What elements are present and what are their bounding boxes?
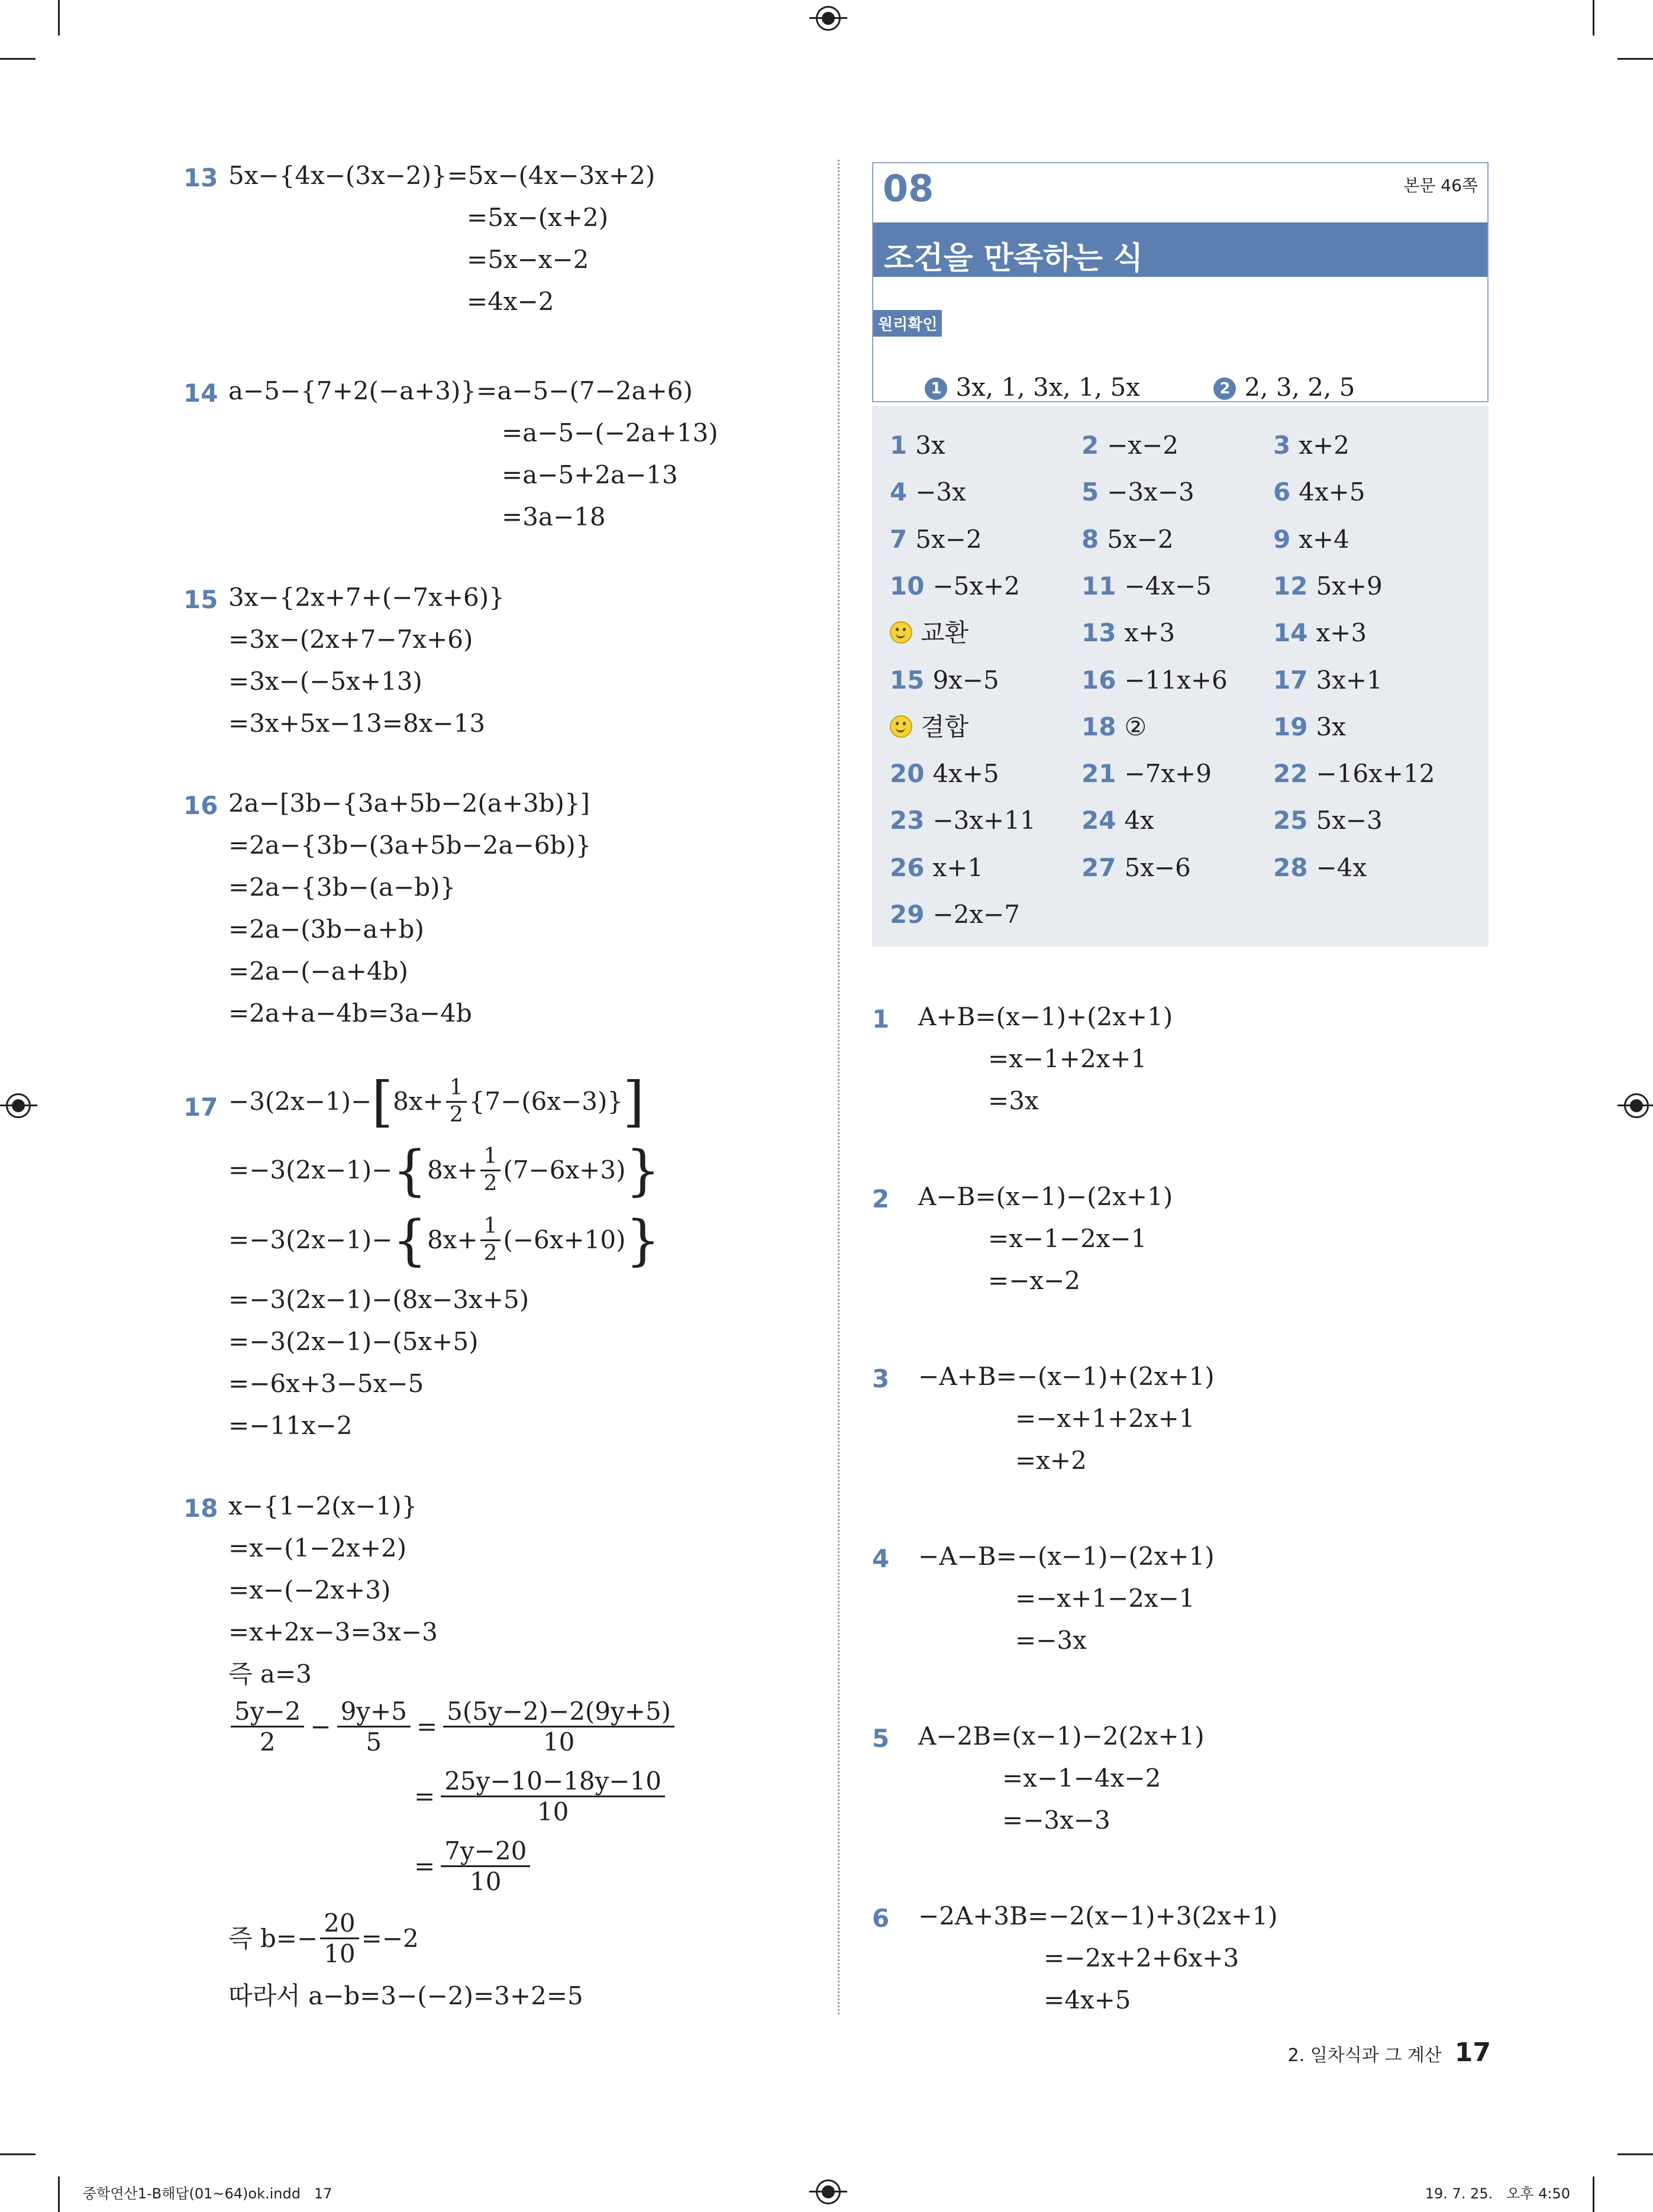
equation-line: =−x+1+2x+1 xyxy=(1015,1404,1195,1433)
equation-line: =3x+5x−13=8x−13 xyxy=(228,709,486,738)
fraction: $\frac{9y+5}{5}$ xyxy=(337,1698,411,1756)
registration-mark-icon xyxy=(816,2179,841,2204)
equation-line: A+B=(x−1)+(2x+1) xyxy=(918,1002,1173,1031)
section-box xyxy=(872,162,1489,402)
answer-item xyxy=(1081,618,1176,648)
answer-number: 4 xyxy=(890,477,908,507)
smiley-icon xyxy=(890,715,912,738)
answer-number: 20 xyxy=(890,759,925,789)
crop-mark xyxy=(1618,58,1653,60)
answer-value: 교환 xyxy=(921,618,969,648)
equation-part: 8x+ xyxy=(427,1225,478,1255)
equation-line: A−B=(x−1)−(2x+1) xyxy=(918,1182,1173,1211)
answer-item xyxy=(1081,759,1212,789)
answer-item xyxy=(890,712,969,741)
crop-mark xyxy=(58,2177,60,2212)
page-reference: 본문 46쪽 xyxy=(1403,176,1478,195)
answer-item xyxy=(1081,571,1212,600)
answer-number: 22 xyxy=(1273,759,1308,789)
section-number: 08 xyxy=(883,167,934,210)
answer-value: 5x−2 xyxy=(1107,524,1174,554)
answer-value: 4x+5 xyxy=(932,759,999,789)
equation-part: =−3(2x−1)− xyxy=(228,1155,393,1185)
answer-value: −16x+12 xyxy=(1316,759,1435,789)
brace-open: { xyxy=(392,1138,427,1202)
answer-value: x+1 xyxy=(932,852,984,882)
equation-line: =−x−2 xyxy=(988,1266,1080,1295)
answer-value: −3x−3 xyxy=(1107,477,1194,507)
answer-item xyxy=(1081,477,1194,507)
equation-line: =2a+a−4b=3a−4b xyxy=(228,999,472,1028)
answer-item xyxy=(1273,852,1367,882)
answer-value: −11x+6 xyxy=(1124,665,1228,695)
equation-part: 8x+ xyxy=(427,1155,478,1185)
equation-line: 2a−[3b−{3a+5b−2(a+3b)}] xyxy=(228,789,590,818)
brace-close: } xyxy=(625,1138,661,1202)
answer-number: 9 xyxy=(1273,524,1291,554)
equation-line: =a−5−(−2a+13) xyxy=(502,418,718,447)
answer-number: 14 xyxy=(1273,618,1308,648)
answer-number: 16 xyxy=(1081,665,1116,695)
equation-line: =−6x+3−5x−5 xyxy=(228,1369,424,1398)
equation-part: −3(2x−1)− xyxy=(228,1087,372,1116)
equation-line: =5x−(x+2) xyxy=(467,203,609,232)
equation-part: (7−6x+3) xyxy=(503,1155,626,1185)
answer-value: 5x−6 xyxy=(1124,852,1191,882)
equation-line: =3x−(2x+7−7x+6) xyxy=(228,625,473,654)
equation-line: =2a−(3b−a+b) xyxy=(228,915,424,944)
fraction-equation xyxy=(414,1768,667,1826)
equation-part: 즉 b=− xyxy=(228,1923,318,1953)
answer-value: x+2 xyxy=(1299,431,1349,460)
problem-number: 16 xyxy=(183,791,218,820)
equation-line: =x−1−4x−2 xyxy=(1002,1764,1161,1793)
equation-line: −A−B=−(x−1)−(2x+1) xyxy=(918,1542,1215,1571)
answer-value: −3x+11 xyxy=(932,806,1036,835)
equation-line: =−3(2x−1)−(8x−3x+5) xyxy=(228,1285,530,1314)
registration-mark-icon xyxy=(816,6,841,31)
operator: = xyxy=(416,1712,438,1741)
answer-item xyxy=(890,618,969,648)
answer-number: 6 xyxy=(1273,477,1291,507)
slug-date: 19. 7. 25. 오후 4:50 xyxy=(1425,2185,1570,2202)
equation-line: =x−1+2x+1 xyxy=(988,1044,1147,1073)
smiley-icon xyxy=(890,621,912,644)
problem-number: 5 xyxy=(872,1724,890,1753)
problem-number: 17 xyxy=(183,1093,218,1122)
answer-value: −7x+9 xyxy=(1124,759,1212,789)
equation-line: =x+2x−3=3x−3 xyxy=(228,1617,438,1646)
answer-number: 29 xyxy=(890,900,925,929)
equation-line: =4x−2 xyxy=(467,287,554,316)
operator: = xyxy=(414,1781,435,1811)
answer-item xyxy=(1081,433,1179,458)
equation-line: =x−(−2x+3) xyxy=(228,1575,391,1604)
answer-value: 3x+1 xyxy=(1316,665,1383,695)
crop-mark xyxy=(58,0,60,35)
equation-line: =−2x+2+6x+3 xyxy=(1044,1943,1239,1972)
answer-item xyxy=(1273,524,1349,554)
equation-line xyxy=(228,1910,419,1968)
equation-line: =−3(2x−1)−(5x+5) xyxy=(228,1327,479,1356)
answer-item xyxy=(890,433,945,458)
answer-item xyxy=(1273,665,1383,695)
answer-value: 5x−2 xyxy=(915,524,982,554)
equation-line: =−3x xyxy=(1015,1626,1087,1655)
fraction: $\frac{20}{10}$ xyxy=(320,1910,359,1968)
answer-number: 10 xyxy=(890,571,925,600)
equation-line: =4x+5 xyxy=(1044,1985,1131,2014)
answer-number: 1 xyxy=(890,431,908,460)
fraction: $\frac{1}{2}$ xyxy=(480,1145,501,1196)
equation-line: 3x−{2x+7+(−7x+6)} xyxy=(228,583,505,612)
circled-number-icon: 1 xyxy=(925,377,947,400)
equation-line: =−3x−3 xyxy=(1002,1806,1110,1835)
fraction: $\frac{5y-2}{2}$ xyxy=(231,1698,304,1756)
equation-part: =−2 xyxy=(361,1923,419,1953)
answer-item xyxy=(1273,618,1367,648)
answer-item xyxy=(890,852,984,882)
section-title: 조건을 만족하는 식 xyxy=(884,241,1144,276)
problem-number: 6 xyxy=(872,1904,890,1933)
answer-number: 7 xyxy=(890,524,908,554)
fraction: $\frac{25y-10-18y-10}{10}$ xyxy=(441,1768,665,1826)
answer-value: 9x−5 xyxy=(932,665,999,695)
fraction-equation xyxy=(228,1698,677,1756)
answer-item xyxy=(890,808,1036,833)
answer-item xyxy=(890,524,982,554)
problem-number: 4 xyxy=(872,1544,890,1573)
brace-close: } xyxy=(625,1208,661,1272)
equation-line: =−x+1−2x−1 xyxy=(1015,1584,1195,1613)
answer-value: −x−2 xyxy=(1107,431,1179,460)
answer-value: x+3 xyxy=(1124,618,1176,648)
answer-item xyxy=(1273,433,1349,458)
answer-value: x+4 xyxy=(1299,524,1349,554)
answer-number: 27 xyxy=(1081,852,1116,882)
answer-number: 12 xyxy=(1273,571,1308,600)
equation-line xyxy=(228,1208,661,1272)
answer-item xyxy=(890,902,1020,927)
equation-part: {7−(6x−3)} xyxy=(469,1087,624,1116)
equation-line: −A+B=−(x−1)+(2x+1) xyxy=(918,1362,1215,1391)
answer-value: 5x−3 xyxy=(1316,806,1383,835)
problem-number: 18 xyxy=(183,1494,218,1523)
equation-line: =−11x−2 xyxy=(228,1411,353,1440)
fraction: $\frac{7y-20}{10}$ xyxy=(441,1838,530,1895)
answer-number: 17 xyxy=(1273,665,1308,695)
registration-mark-icon xyxy=(1624,1093,1649,1118)
equation-line: A−2B=(x−1)−2(2x+1) xyxy=(918,1722,1205,1751)
answer-number: 8 xyxy=(1081,524,1099,554)
fraction: $\frac{1}{2}$ xyxy=(480,1215,501,1265)
answer-value: ② xyxy=(1124,712,1147,741)
answer-item xyxy=(1081,852,1191,882)
answer-number: 18 xyxy=(1081,712,1116,741)
brace-open: { xyxy=(392,1208,427,1272)
answer-item xyxy=(1273,759,1435,789)
answer-item xyxy=(890,759,999,789)
registration-mark-icon xyxy=(6,1093,31,1118)
answer-number: 24 xyxy=(1081,806,1116,835)
answer-number: 15 xyxy=(890,665,925,695)
answer-number: 19 xyxy=(1273,712,1308,741)
problem-number: 1 xyxy=(872,1005,890,1034)
equation-line: =5x−x−2 xyxy=(467,245,589,274)
answer-value: −4x−5 xyxy=(1124,571,1212,600)
equation-line: 5x−{4x−(3x−2)}=5x−(4x−3x+2) xyxy=(228,161,656,190)
problem-number: 14 xyxy=(183,379,218,408)
column-divider xyxy=(838,160,840,2014)
answer-item xyxy=(1273,808,1383,833)
equation-line: =2a−{3b−(a−b)} xyxy=(228,873,456,902)
answer-number: 21 xyxy=(1081,759,1116,789)
answer-number: 23 xyxy=(890,806,925,835)
section-footer xyxy=(1288,2037,1491,2068)
principle-label: 원리확인 xyxy=(873,310,942,337)
slug-filename: 중학연산1-B해답(01~64)ok.indd 17 xyxy=(83,2185,332,2202)
bracket-open: [ xyxy=(372,1070,393,1134)
equation-part: (−6x+10) xyxy=(503,1225,626,1255)
answer-value: 4x+5 xyxy=(1299,477,1365,507)
bracket-close: ] xyxy=(623,1070,644,1134)
problem-number: 2 xyxy=(872,1184,890,1213)
equation-line: =2a−{3b−(3a+5b−2a−6b)} xyxy=(228,831,592,860)
answer-text: 2, 3, 2, 5 xyxy=(1244,373,1355,402)
answer-value: 4x xyxy=(1124,806,1154,835)
answer-value: −3x xyxy=(915,477,966,507)
equation-line: =x−1−2x−1 xyxy=(988,1224,1147,1253)
answer-item xyxy=(890,571,1020,600)
chapter-label: 2. 일차식과 그 계산 xyxy=(1287,2045,1442,2066)
answer-number: 13 xyxy=(1081,618,1116,648)
equation-line xyxy=(228,1070,644,1134)
answer-number: 25 xyxy=(1273,806,1308,835)
crop-mark xyxy=(1593,2177,1594,2212)
answer-value: x+3 xyxy=(1316,618,1367,648)
answer-number: 11 xyxy=(1081,571,1116,600)
equation-line: −2A+3B=−2(x−1)+3(2x+1) xyxy=(918,1901,1278,1930)
answer-item xyxy=(1081,712,1147,741)
equation-line: =x−(1−2x+2) xyxy=(228,1533,407,1562)
equation-line: x−{1−2(x−1)} xyxy=(228,1491,418,1520)
answer-value: 5x+9 xyxy=(1316,571,1383,600)
equation-line: =3x−(−5x+13) xyxy=(228,667,422,696)
answer-item xyxy=(890,665,999,695)
answer-item xyxy=(890,477,966,507)
fraction: $\frac{1}{2}$ xyxy=(446,1077,467,1127)
equation-line: =3a−18 xyxy=(502,502,606,531)
answer-number: 2 xyxy=(1081,431,1099,460)
answer-value: −2x−7 xyxy=(932,900,1020,929)
section-title-bar xyxy=(873,222,1487,277)
crop-mark xyxy=(0,58,35,60)
answer-number: 28 xyxy=(1273,852,1308,882)
answer-item xyxy=(1081,665,1228,695)
equation-line: =2a−(−a+4b) xyxy=(228,957,408,986)
answer-item xyxy=(1273,712,1346,741)
answer-text: 3x, 1, 3x, 1, 5x xyxy=(955,373,1140,402)
answer-item xyxy=(1273,477,1365,507)
operator: − xyxy=(310,1712,331,1741)
equation-part: =−3(2x−1)− xyxy=(228,1225,393,1255)
answer-grid xyxy=(872,406,1489,947)
equation-line: 즉 a=3 xyxy=(228,1659,312,1688)
answer-value: 결합 xyxy=(921,712,969,741)
equation-part: 8x+ xyxy=(393,1087,444,1116)
answer-item xyxy=(1081,808,1154,833)
answer-item xyxy=(1081,524,1174,554)
problem-number: 15 xyxy=(183,585,218,614)
crop-mark xyxy=(0,2153,35,2155)
equation-line: =x+2 xyxy=(1015,1446,1087,1475)
operator: = xyxy=(414,1851,435,1881)
circled-number-icon: 2 xyxy=(1213,377,1236,400)
answer-number: 26 xyxy=(890,852,925,882)
fraction: $\frac{5(5y-2)-2(9y+5)}{10}$ xyxy=(443,1698,674,1756)
equation-line: =3x xyxy=(988,1086,1039,1115)
page-number: 17 xyxy=(1454,2037,1491,2068)
equation-line xyxy=(228,1138,661,1202)
equation-line: =a−5+2a−13 xyxy=(502,460,678,489)
answer-number: 5 xyxy=(1081,477,1099,507)
problem-number: 13 xyxy=(183,163,218,192)
answer-value: −4x xyxy=(1316,852,1367,882)
answer-value: −5x+2 xyxy=(932,571,1020,600)
equation-line: 따라서 a−b=3−(−2)=3+2=5 xyxy=(228,1981,583,2010)
answer-number: 3 xyxy=(1273,431,1291,460)
answer-item xyxy=(1273,571,1383,600)
equation-line: a−5−{7+2(−a+3)}=a−5−(7−2a+6) xyxy=(228,376,693,405)
problem-number: 3 xyxy=(872,1364,890,1393)
crop-mark xyxy=(1593,0,1594,35)
crop-mark xyxy=(1618,2153,1653,2155)
fraction-equation xyxy=(414,1838,532,1895)
answer-value: 3x xyxy=(1316,712,1346,741)
answer-value: 3x xyxy=(915,431,945,460)
